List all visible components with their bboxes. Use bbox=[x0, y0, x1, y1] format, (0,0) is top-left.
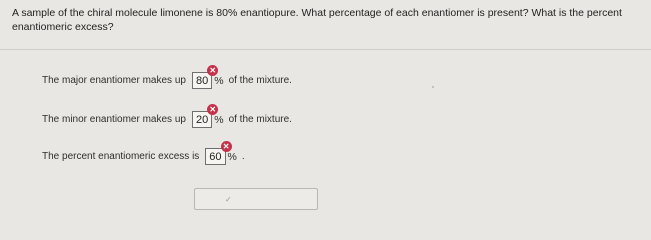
percent-unit: % bbox=[214, 74, 224, 87]
checkmark-icon: ✓ bbox=[225, 195, 232, 204]
divider bbox=[0, 49, 651, 50]
stray-dot bbox=[432, 86, 434, 88]
incorrect-icon: ✕ bbox=[207, 104, 218, 115]
answer-suffix: . bbox=[241, 151, 245, 162]
submit-area[interactable] bbox=[194, 188, 318, 210]
answer-suffix: of the mixture. bbox=[228, 114, 292, 125]
answer-row-major bbox=[42, 66, 292, 89]
enantiomeric-excess-input[interactable]: 60 bbox=[205, 148, 225, 165]
answer-field-wrap bbox=[192, 66, 217, 89]
question-text: A sample of the chiral molecule limonene is 80% enantiopure. What percentage of each enantiomer is present? What is the percent enantiomeric excess? bbox=[12, 7, 622, 33]
answer-label: The major enantiomer makes up bbox=[42, 75, 186, 86]
major-enantiomer-input[interactable]: 80 bbox=[192, 72, 212, 89]
incorrect-icon: ✕ bbox=[221, 141, 232, 152]
answer-field-wrap bbox=[205, 142, 230, 165]
percent-unit: % bbox=[214, 113, 224, 126]
answer-label: The percent enantiomeric excess is bbox=[42, 151, 200, 162]
answer-label: The minor enantiomer makes up bbox=[42, 114, 186, 125]
answer-suffix: of the mixture. bbox=[228, 75, 292, 86]
percent-unit: % bbox=[227, 150, 237, 163]
answer-row-ee bbox=[42, 142, 245, 165]
answer-row-minor bbox=[42, 105, 292, 128]
answer-field-wrap bbox=[192, 105, 217, 128]
incorrect-icon: ✕ bbox=[207, 65, 218, 76]
minor-enantiomer-input[interactable]: 20 bbox=[192, 111, 212, 128]
